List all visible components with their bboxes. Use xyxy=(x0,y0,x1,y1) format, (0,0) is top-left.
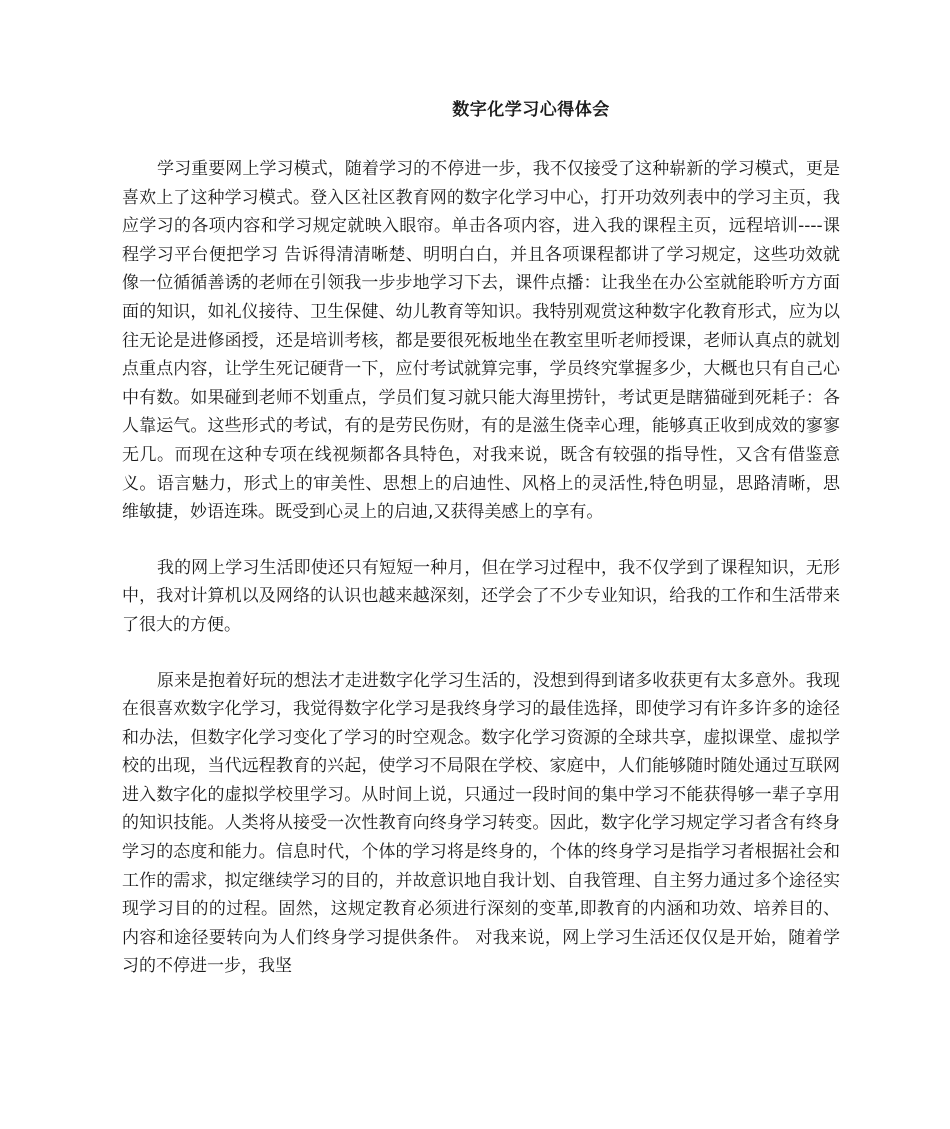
document-title: 数字化学习心得体会 xyxy=(452,100,610,120)
paragraph-1: 学习重要网上学习模式，随着学习的不停进一步，我不仅接受了这种崭新的学习模式，更是喜欢上了这种学习模式。登入区社区教育网的数字化学习中心，打开功效列表中的学习主页，我应学习的各项内容和学习规定就映入眼帘。单击各项内容，进入我的课程主页，远程培训----课程学习平台便把学习 告诉得清清晰楚、明明白白，并且各项课程都讲了学习规定，这些功效就像一位循循善诱的老师在引领我一步步地学习下去，课件点播：让我坐在办公室就能聆听方方面面的知识，如礼仪接待、卫生保健、幼儿教育等知识。我特别观赏这种数字化教育形式，应为以往无论是进修函授，还是培训考核，都是要很死板地坐在教室里听老师授课，老师认真点的就划点重点内容，让学生死记硬背一下，应付考试就算完事，学员终究掌握多少，大概也只有自己心中有数。如果碰到老师不划重点，学员们复习就只能大海里捞针，考试更是瞎猫碰到死耗子：各人靠运气。这些形式的考试，有的是劳民伤财，有的是滋生侥幸心理，能够真正收到成效的寥寥无几。而现在这种专项在线视频都各具特色，对我来说，既含有较强的指导性，又含有借鉴意义。语言魅力，形式上的审美性、思想上的启迪性、风格上的灵活性,特色明显，思路清晰，思维敏捷，妙语连珠。既受到心灵上的启迪,又获得美感上的享有。 xyxy=(122,159,840,523)
paragraph-3: 原来是抱着好玩的想法才走进数字化学习生活的，没想到得到诸多收获更有太多意外。我现在很喜欢数字化学习，我觉得数字化学习是我终身学习的最佳选择，即使学习有许多许多的途径和办法，但数字化学习变化了学习的时空观念。数字化学习资源的全球共享，虚拟课堂、虚拟学校的出现，当代远程教育的兴起，使学习不局限在学校、家庭中，人们能够随时随处通过互联网进入数字化的虚拟学校里学习。从时间上说，只通过一段时间的集中学习不能获得够一辈子享用的知识技能。人类将从接受一次性教育向终身学习转变。因此，数字化学习规定学习者含有终身学习的态度和能力。信息时代，个体的学习将是终身的，个体的终身学习是指学习者根据社会和工作的需求，拟定继续学习的目的，并故意识地自我计划、自我管理、自主努力通过多个途径实现学习目的的过程。固然，这规定教育必须进行深刻的变革,即教育的内涵和功效、培养目的、内容和途径要转向为人们终身学习提供条件。 对我来说，网上学习生活还仅仅是开始，随着学习的不停进一步，我坚 xyxy=(122,670,840,977)
paragraph-2: 我的网上学习生活即使还只有短短一种月，但在学习过程中，我不仅学到了课程知识，无形中，我对计算机以及网络的认识也越来越深刻，还学会了不少专业知识，给我的工作和生活带来了很大的方便。 xyxy=(122,557,840,635)
